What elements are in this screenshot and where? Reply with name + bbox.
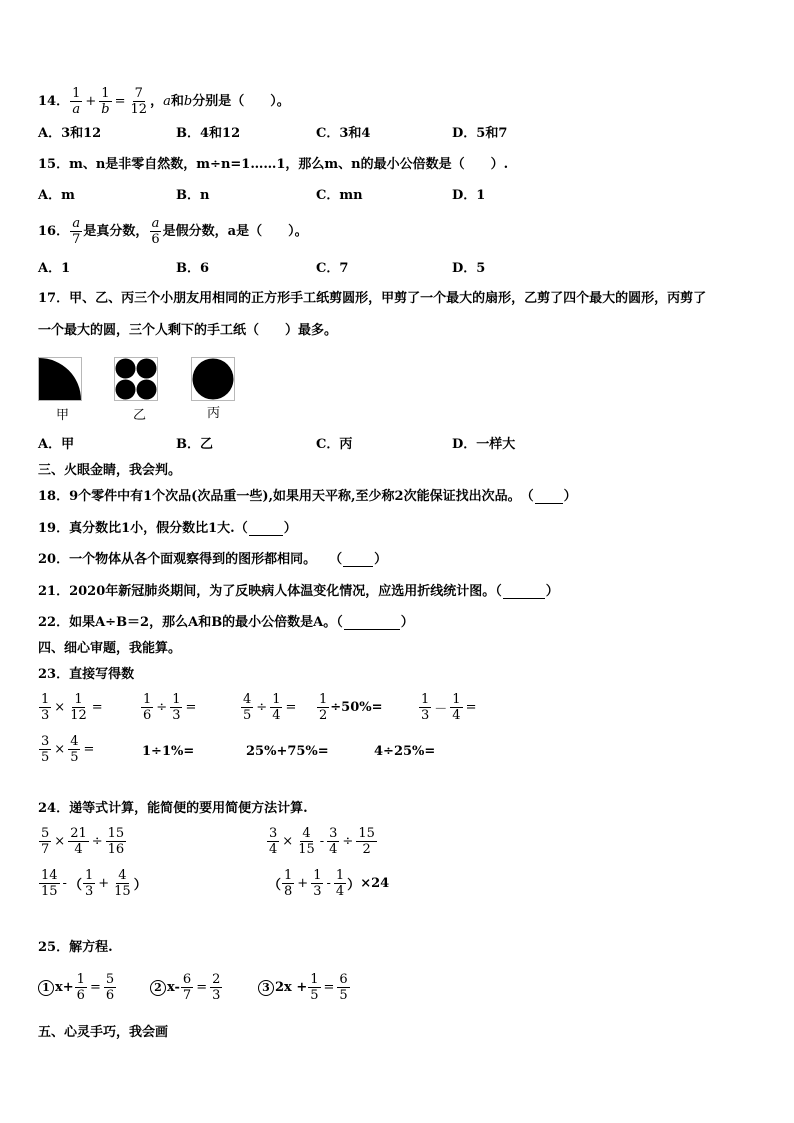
question-number: 16． (38, 223, 70, 239)
fraction: $\frac{a}{7}$ (72, 216, 81, 247)
figure-quarter-circle (38, 357, 82, 401)
option-a[interactable]: A．m (38, 188, 75, 203)
answer-blank[interactable] (503, 585, 545, 599)
figure-one-circle (191, 357, 235, 401)
option-a[interactable]: A．1 (38, 261, 71, 276)
section-5-heading: 五、心灵手巧，我会画 (38, 1025, 169, 1040)
question-number: 14． (38, 93, 70, 109)
option-d[interactable]: D．一样大 (452, 437, 516, 452)
quarter-circle-icon (39, 358, 81, 400)
option-c[interactable]: C．丙 (316, 437, 353, 452)
option-b[interactable]: B．乙 (176, 437, 213, 452)
option-c[interactable]: C．3和4 (316, 126, 371, 141)
option-c[interactable]: C．7 (316, 261, 349, 276)
question-17-line-1: 17．甲、乙、丙三个小朋友用相同的正方形手工纸剪圆形，甲剪了一个最大的扇形，乙剪了四个最大的圆形，丙剪了 (38, 291, 707, 306)
expression: （ $\frac{1}{8}$ + $\frac{1}{3}$ - $\frac{1}{4}$ ） ×24 (268, 868, 390, 899)
answer-blank[interactable] (249, 522, 283, 536)
question-24-title: 24．递等式计算，能简便的要用简便方法计算. (38, 801, 308, 816)
option-b[interactable]: B．6 (176, 261, 210, 276)
question-23-title: 23．直接写得数 (38, 667, 135, 682)
expression: $\frac{1}{3}$ － $\frac{1}{4}$ = (421, 692, 477, 723)
question-16: 16． $\frac{a}{7}$ 是真分数， $\frac{a}{6}$ 是假分数，a是（ ）。 (38, 216, 308, 247)
equation-2: 2 x- $\frac{6}{7}$ = $\frac{2}{3}$ (150, 972, 223, 1003)
expression: $\frac{4}{5}$ ÷ $\frac{1}{4}$ = (243, 692, 297, 723)
fraction: $\frac{1}{b}$ (101, 86, 110, 117)
circled-number: 1 (38, 980, 54, 996)
expression: $\frac{14}{15}$ - （ $\frac{1}{3}$ + $\frac{4}{15}$ ） (41, 868, 147, 899)
question-19: 19．真分数比1小，假分数比1大.（ ） (38, 521, 297, 536)
option-d[interactable]: D．5和7 (452, 126, 508, 141)
expression: $\frac{1}{3}$ × $\frac{1}{12}$ = (41, 692, 103, 723)
four-circles-icon (115, 358, 157, 400)
option-a[interactable]: A．3和12 (38, 126, 102, 141)
expression: $\frac{3}{5}$ × $\frac{4}{5}$ = (41, 734, 95, 765)
question-22: 22．如果A÷B＝2，那么A和B的最小公倍数是A。（ ） (38, 615, 414, 630)
question-25-title: 25．解方程. (38, 940, 113, 955)
option-c[interactable]: C．mn (316, 188, 363, 203)
circled-number: 2 (150, 980, 166, 996)
expression: $\frac{3}{4}$ × $\frac{4}{15}$ - $\frac{3}{4}$ ÷ $\frac{15}{2}$ (269, 826, 375, 857)
option-d[interactable]: D．5 (452, 261, 486, 276)
option-b[interactable]: B．4和12 (176, 126, 241, 141)
question-18: 18．9个零件中有1个次品(次品重一些),如果用天平称,至少称2次能保证找出次品。 （ ） (38, 489, 577, 504)
fraction: $\frac{7}{12}$ (130, 86, 148, 117)
circled-number: 3 (258, 980, 274, 996)
expression: $\frac{1}{2}$ ÷50%= (319, 692, 383, 723)
fraction: $\frac{a}{6}$ (151, 216, 160, 247)
expression: 4÷25%= (374, 744, 436, 759)
section-3-heading: 三、火眼金睛，我会判。 (38, 463, 182, 478)
expression: 1÷1%= (142, 744, 195, 759)
question-17-line-2: 一个最大的圆，三个人剩下的手工纸（ ）最多。 (38, 323, 338, 338)
expression: $\frac{1}{6}$ ÷ $\frac{1}{3}$ = (143, 692, 197, 723)
figure-label: 乙 (133, 408, 147, 423)
option-b[interactable]: B．n (176, 188, 210, 203)
option-a[interactable]: A．甲 (38, 437, 75, 452)
answer-blank[interactable] (344, 616, 400, 630)
question-21: 21．2020年新冠肺炎期间，为了反映病人体温变化情况，应选用折线统计图。（ ） (38, 584, 559, 599)
question-14: 14． $\frac{1}{a}$ + $\frac{1}{b}$ = $\frac{7}{12}$ ， a 和 b 分别是（ ）。 (38, 86, 290, 117)
equation-3: 3 2x + $\frac{1}{5}$ = $\frac{6}{5}$ (258, 972, 351, 1003)
answer-blank[interactable] (535, 490, 563, 504)
question-15: 15．m、n是非零自然数，m÷n=1……1，那么m、n的最小公倍数是（ ）. (38, 157, 509, 172)
expression: 25%+75%= (246, 744, 329, 759)
figure-four-circles (114, 357, 158, 401)
fraction: $\frac{1}{a}$ (72, 86, 81, 117)
question-20: 20．一个物体从各个面观察得到的图形都相同。 （ ） (38, 552, 388, 567)
section-4-heading: 四、细心审题，我能算。 (38, 641, 182, 656)
answer-blank[interactable] (343, 553, 373, 567)
figure-label: 丙 (207, 406, 221, 421)
expression: $\frac{5}{7}$ × $\frac{21}{4}$ ÷ $\frac{15}{16}$ (41, 826, 125, 857)
figure-label: 甲 (56, 408, 70, 423)
equation-1: 1 x+ $\frac{1}{6}$ = $\frac{5}{6}$ (38, 972, 117, 1003)
circle-icon (192, 358, 234, 400)
option-d[interactable]: D．1 (452, 188, 486, 203)
